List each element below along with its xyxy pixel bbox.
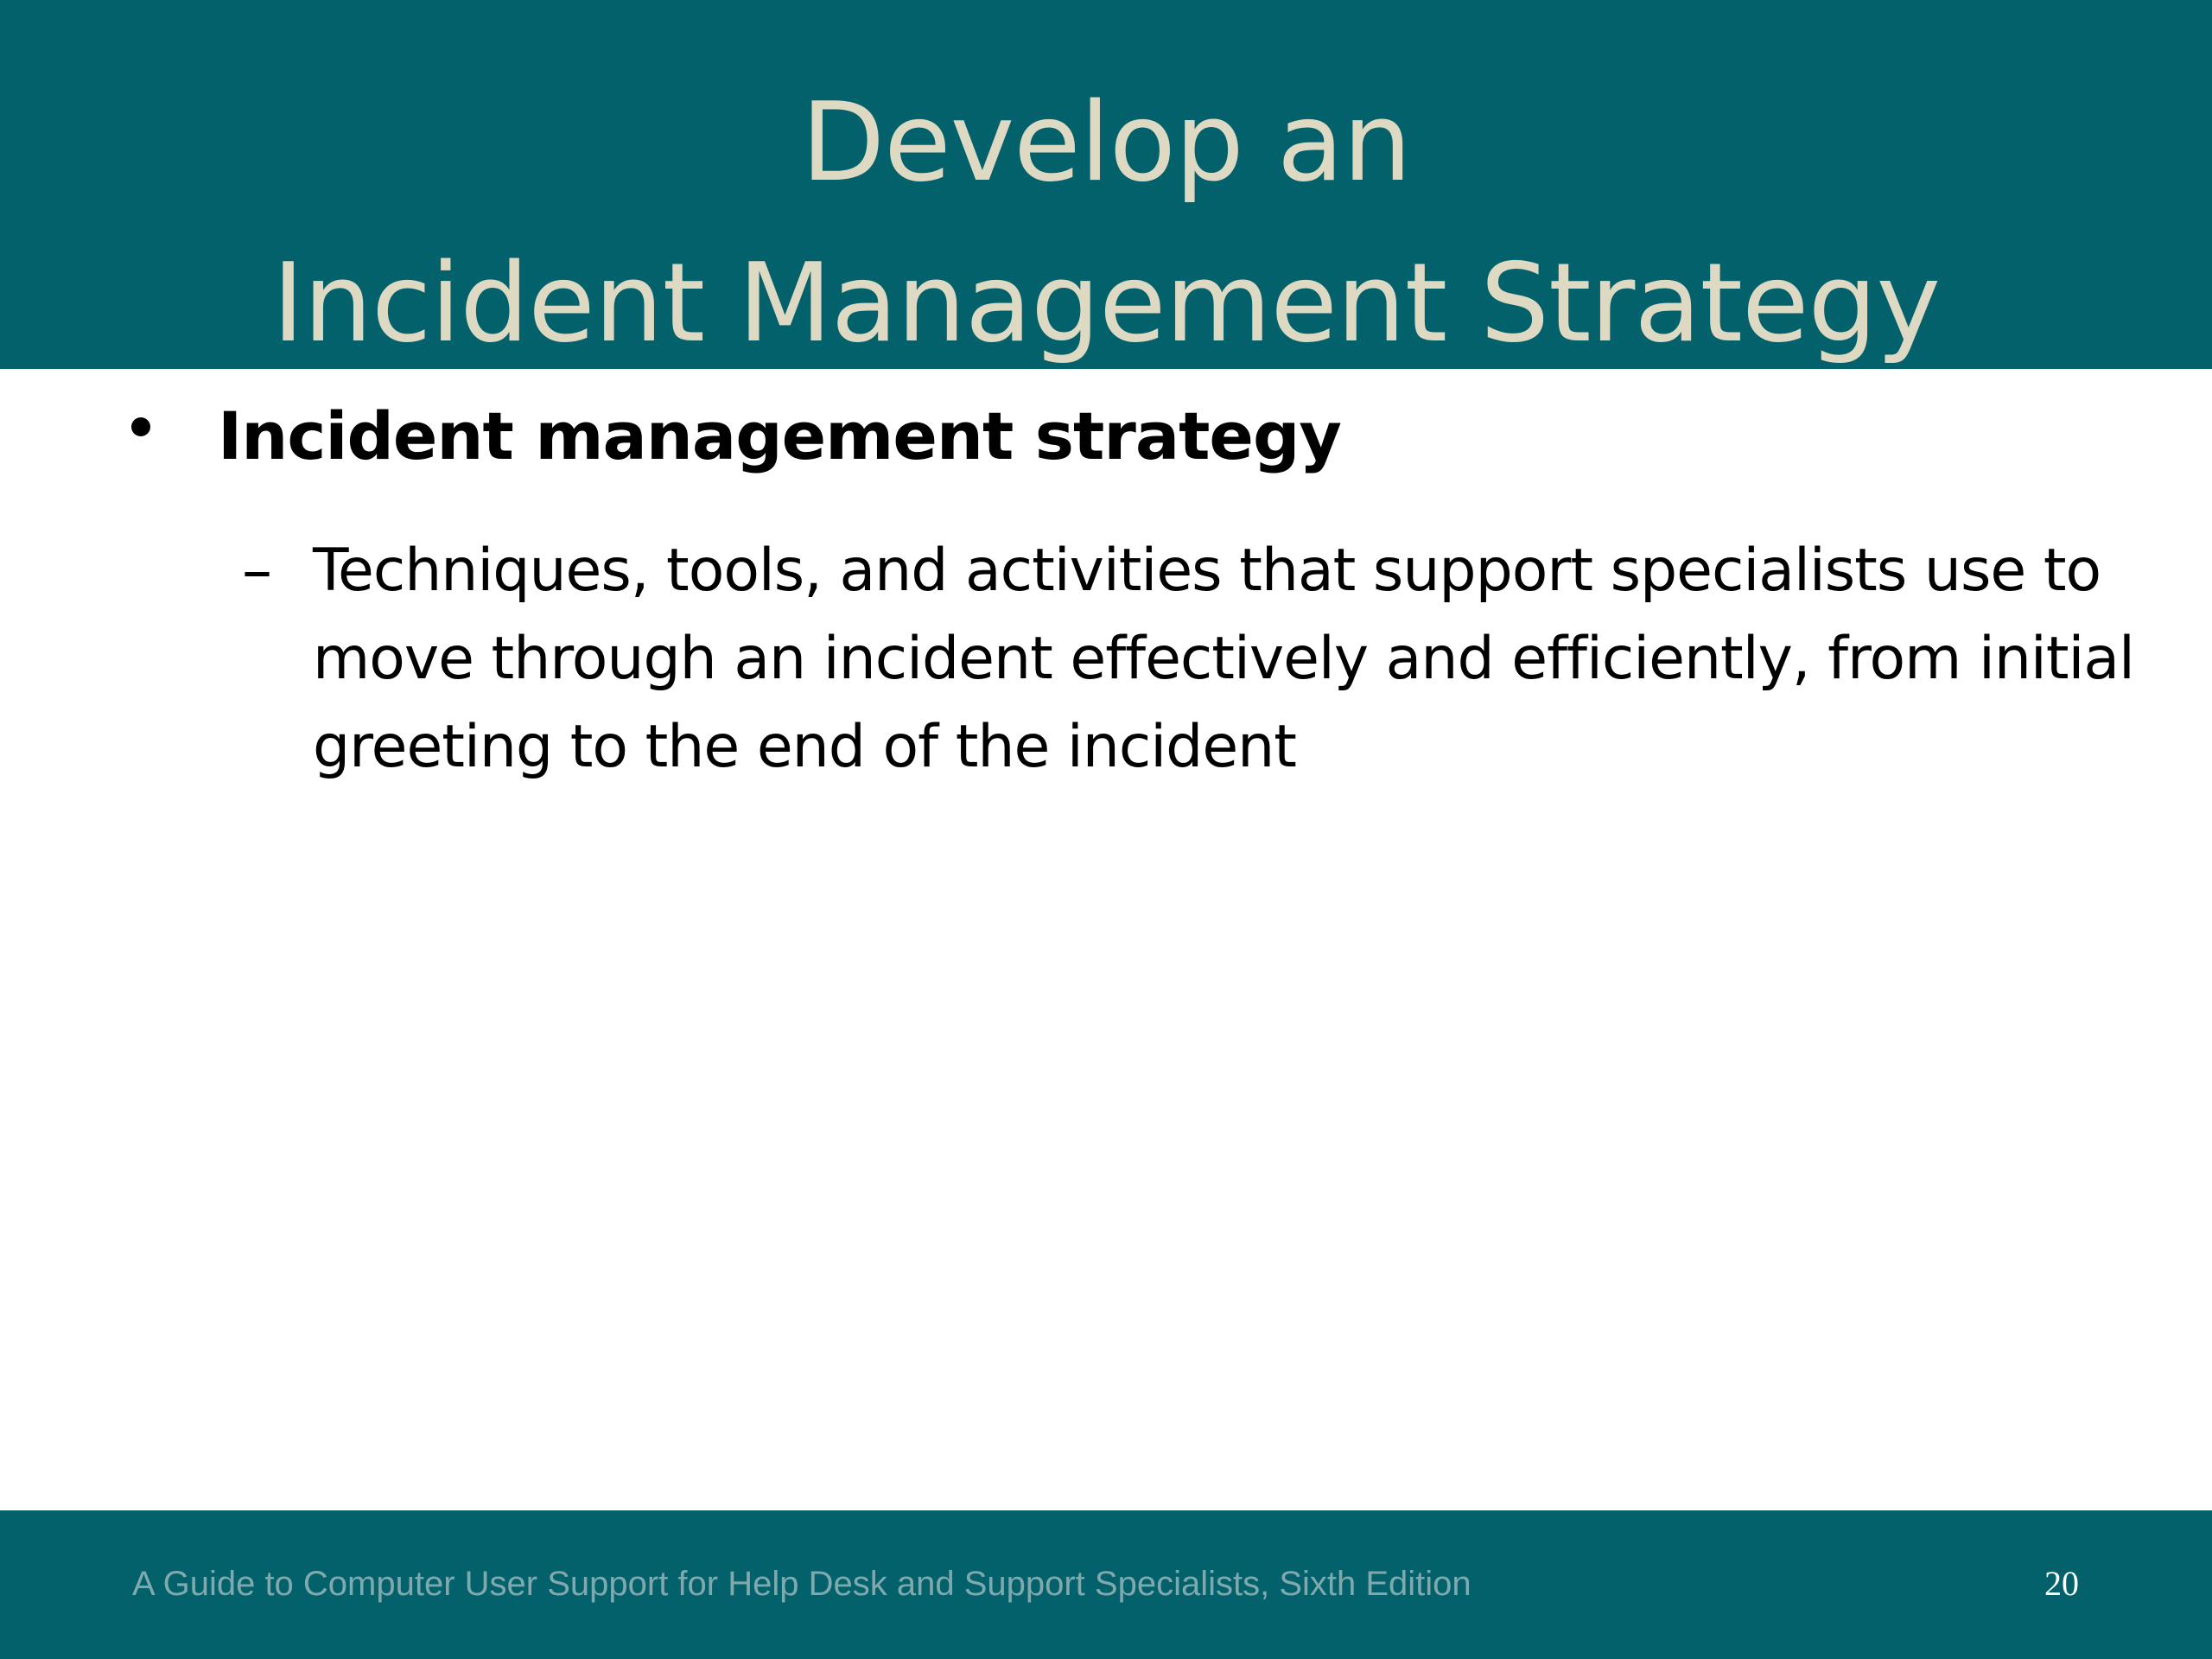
slide-footer [0, 1510, 2212, 1659]
slide-title-line-1: Develop an [801, 79, 1411, 206]
slide-title [0, 62, 2212, 384]
dash-icon: – [242, 535, 272, 606]
slide-title-line-2: Incident Management Strategy [271, 239, 1941, 366]
footer-caption: A Guide to Computer User Support for Help Desk and Support Specialists, Sixth Edition [132, 1565, 1471, 1603]
page-number: 20 [2044, 1564, 2079, 1603]
slide-header [0, 0, 2212, 369]
bullet-text: Incident management strategy [218, 397, 1341, 474]
sub-bullet-text: Techniques, tools, and activities that support specialists use to move through an incident effectively and efficiently, from initial greeting to the end of the incident [313, 537, 2134, 781]
bullet-dot-icon [131, 417, 150, 436]
